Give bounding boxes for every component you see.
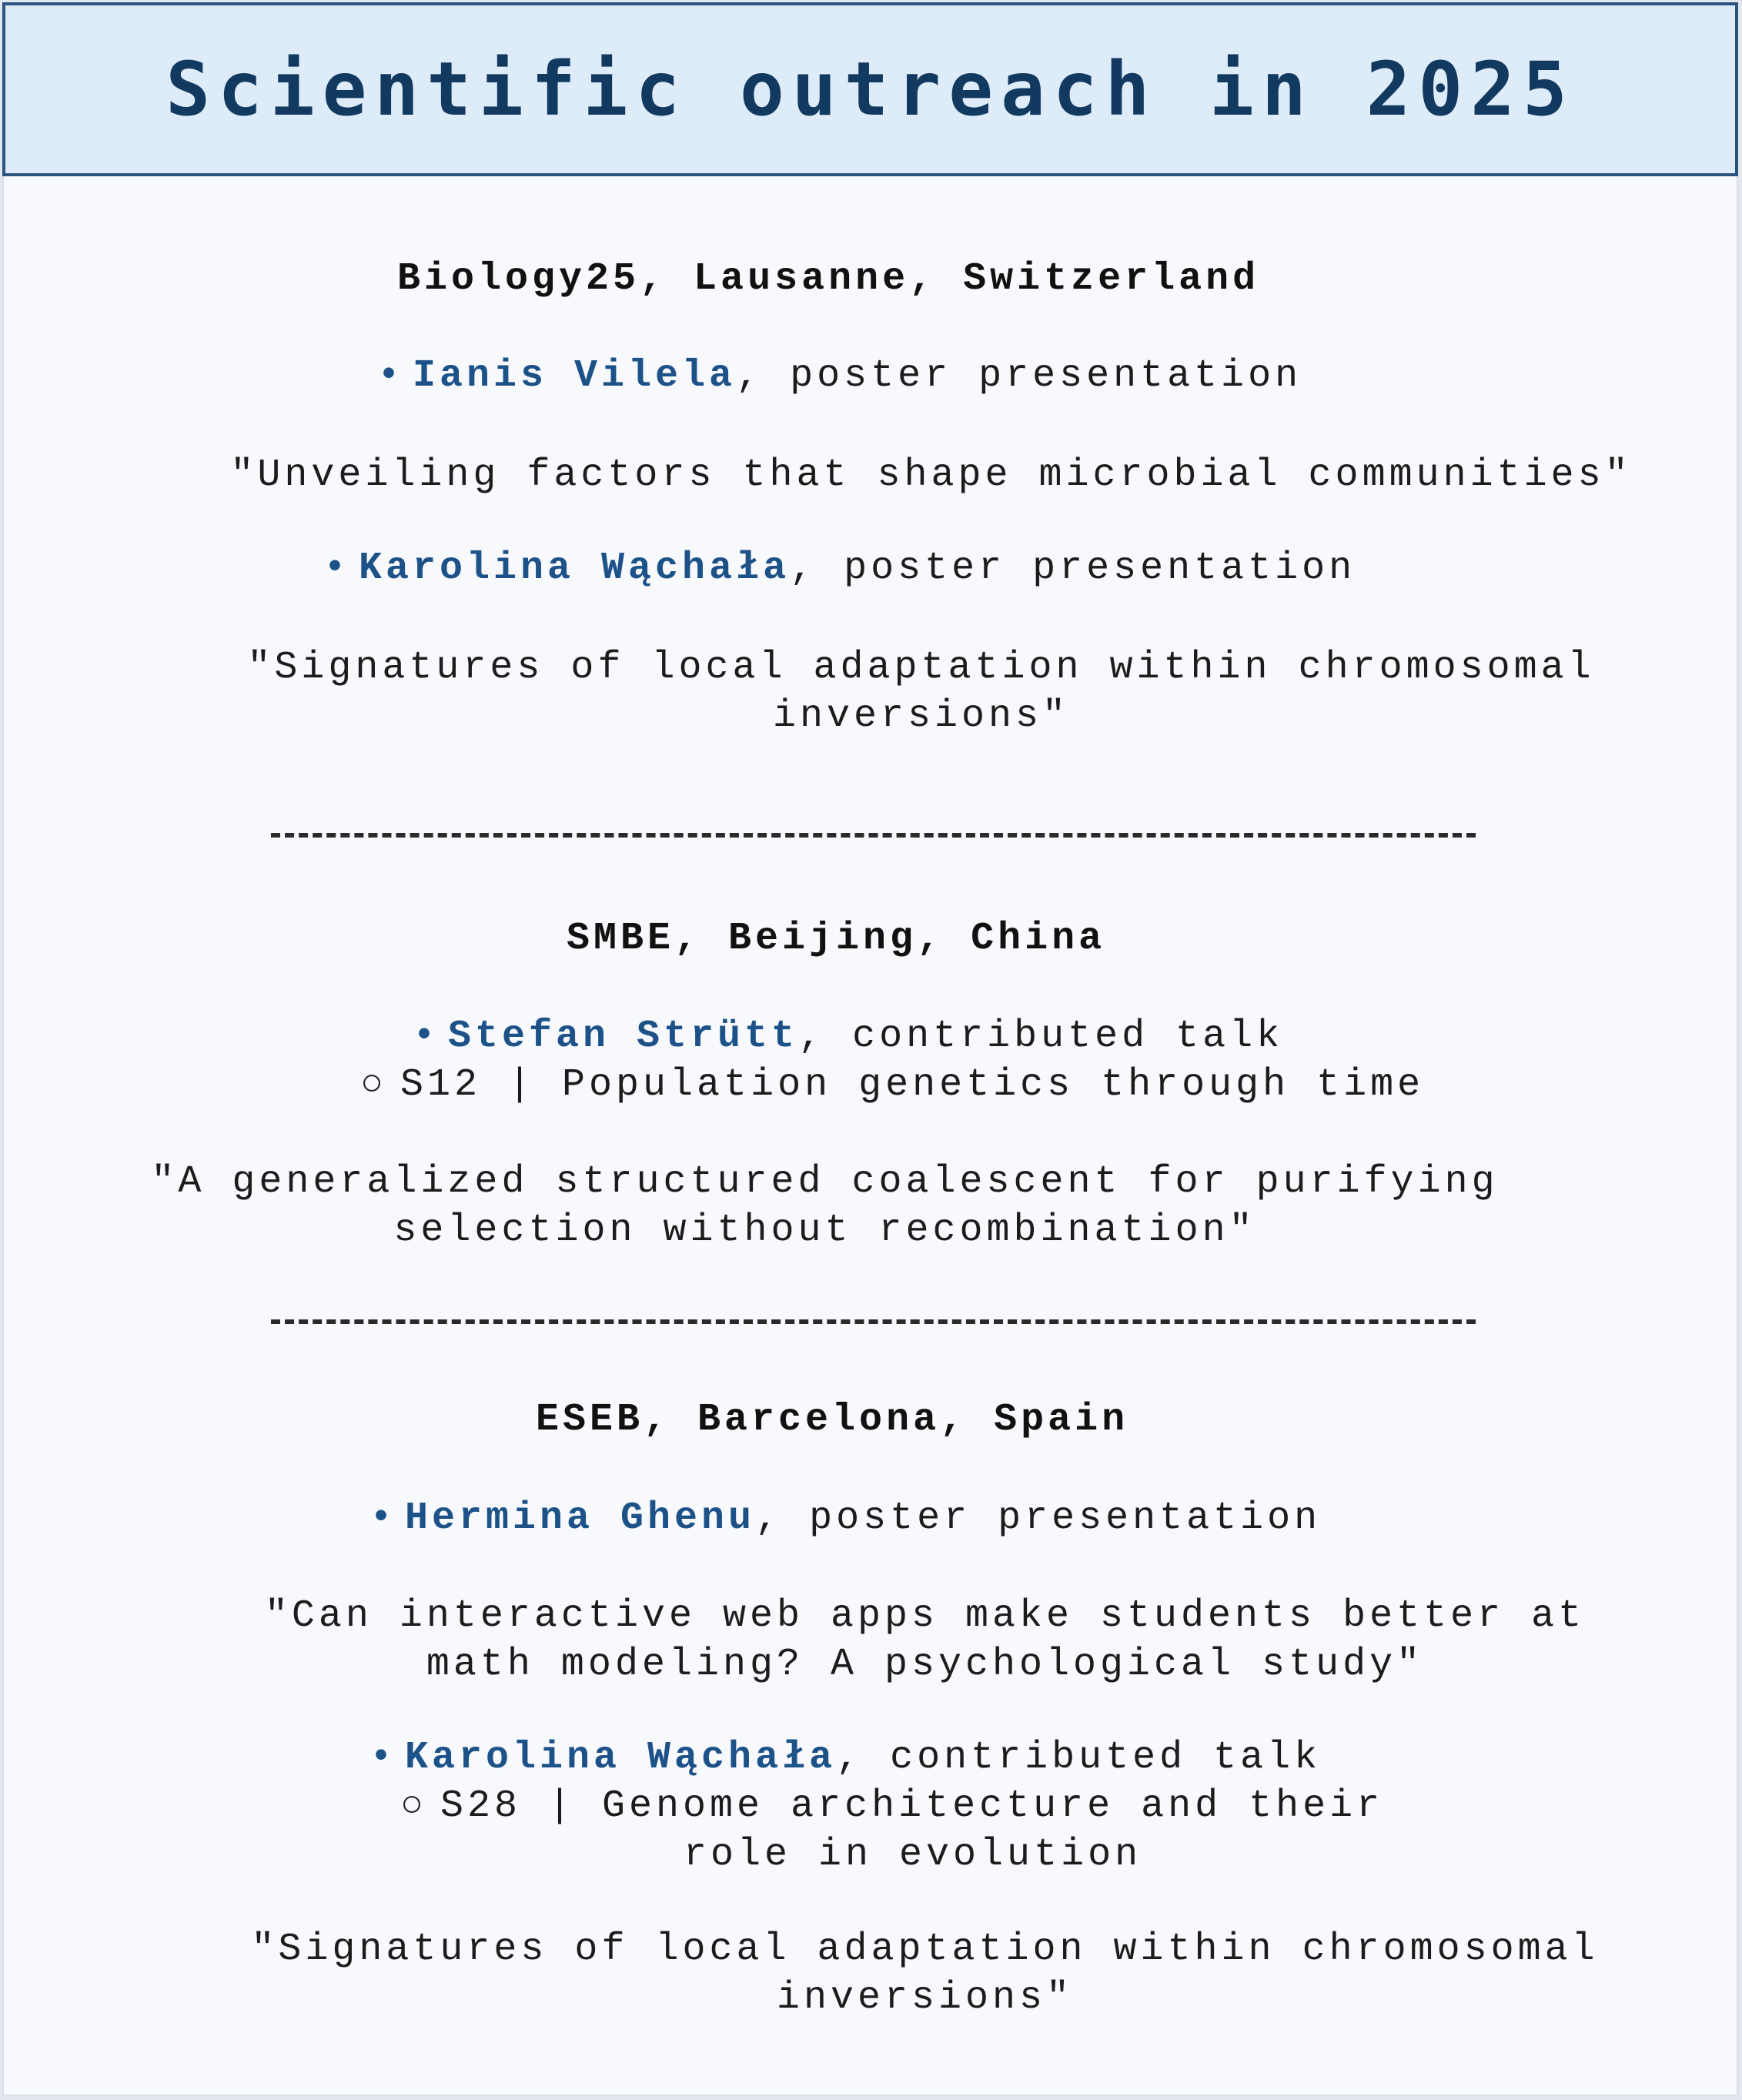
- page-title: Scientific outreach in 2025: [166, 46, 1575, 132]
- session-line: [360, 1063, 1424, 1107]
- presenter-line: [369, 1736, 1321, 1780]
- presentation-title-line: "Can interactive web apps make students better at: [264, 1594, 1586, 1638]
- presenter-line: [323, 547, 1356, 590]
- presentation-title-line: "A generalized structured coalescent for purifying: [151, 1160, 1499, 1204]
- bullet-icon: •: [323, 547, 351, 590]
- presentation-title-line: selection without recombination": [393, 1209, 1256, 1252]
- presentation-title: [0, 451, 1742, 500]
- presentation-type: , contributed talk: [798, 1015, 1284, 1058]
- presentation-title: [0, 644, 1742, 741]
- bullet-icon: •: [413, 1015, 440, 1058]
- presentation-title: [0, 1158, 1742, 1255]
- presentation-title-line: "Signatures of local adaptation within chromosomal: [251, 1928, 1599, 1971]
- presenter-name: Karolina Wąchała: [405, 1736, 837, 1780]
- presentation-title-line: inversions": [776, 1976, 1074, 2020]
- section-divider: [271, 1319, 1476, 1324]
- presenter-line: [369, 1496, 1321, 1540]
- presenter-name: Ianis Vilela: [413, 354, 737, 398]
- venue-heading: SMBE, Beijing, China: [567, 917, 1106, 961]
- presenter-name: Karolina Wąchała: [359, 547, 791, 590]
- presentation-type: , poster presentation: [736, 354, 1302, 398]
- bullet-icon: •: [369, 1736, 397, 1780]
- session-line: [400, 1784, 1383, 1828]
- venue-heading: ESEB, Barcelona, Spain: [536, 1398, 1129, 1442]
- session-label: S12 | Population genetics through time: [400, 1063, 1425, 1107]
- presentation-title: [0, 1925, 1742, 2022]
- section-divider: [271, 833, 1476, 838]
- bullet-icon: •: [369, 1496, 397, 1540]
- circle-bullet-icon: ○: [360, 1063, 388, 1107]
- session-label: S28 | Genome architecture and their: [440, 1784, 1384, 1828]
- presentation-title: [0, 1592, 1742, 1689]
- bullet-icon: •: [377, 354, 405, 398]
- presentation-title-line: "Signatures of local adaptation within chromosomal: [247, 646, 1595, 690]
- presentation-title-line: inversions": [772, 694, 1070, 738]
- presenter-line: [413, 1015, 1283, 1058]
- presenter-name: Stefan Strütt: [448, 1015, 799, 1058]
- session-line-continued: role in evolution: [684, 1833, 1142, 1877]
- circle-bullet-icon: ○: [400, 1784, 428, 1828]
- presentation-type: , contributed talk: [836, 1736, 1322, 1780]
- presenter-line: [377, 354, 1302, 398]
- venue-heading: Biology25, Lausanne, Switzerland: [397, 257, 1260, 301]
- presentation-type: , poster presentation: [755, 1496, 1322, 1540]
- presenter-name: Hermina Ghenu: [405, 1496, 756, 1540]
- page-header: [2, 2, 1738, 176]
- presentation-type: , poster presentation: [790, 547, 1356, 590]
- presentation-title-line: math modeling? A psychological study": [426, 1643, 1424, 1687]
- presentation-title-line: "Unveiling factors that shape microbial communities": [230, 453, 1632, 497]
